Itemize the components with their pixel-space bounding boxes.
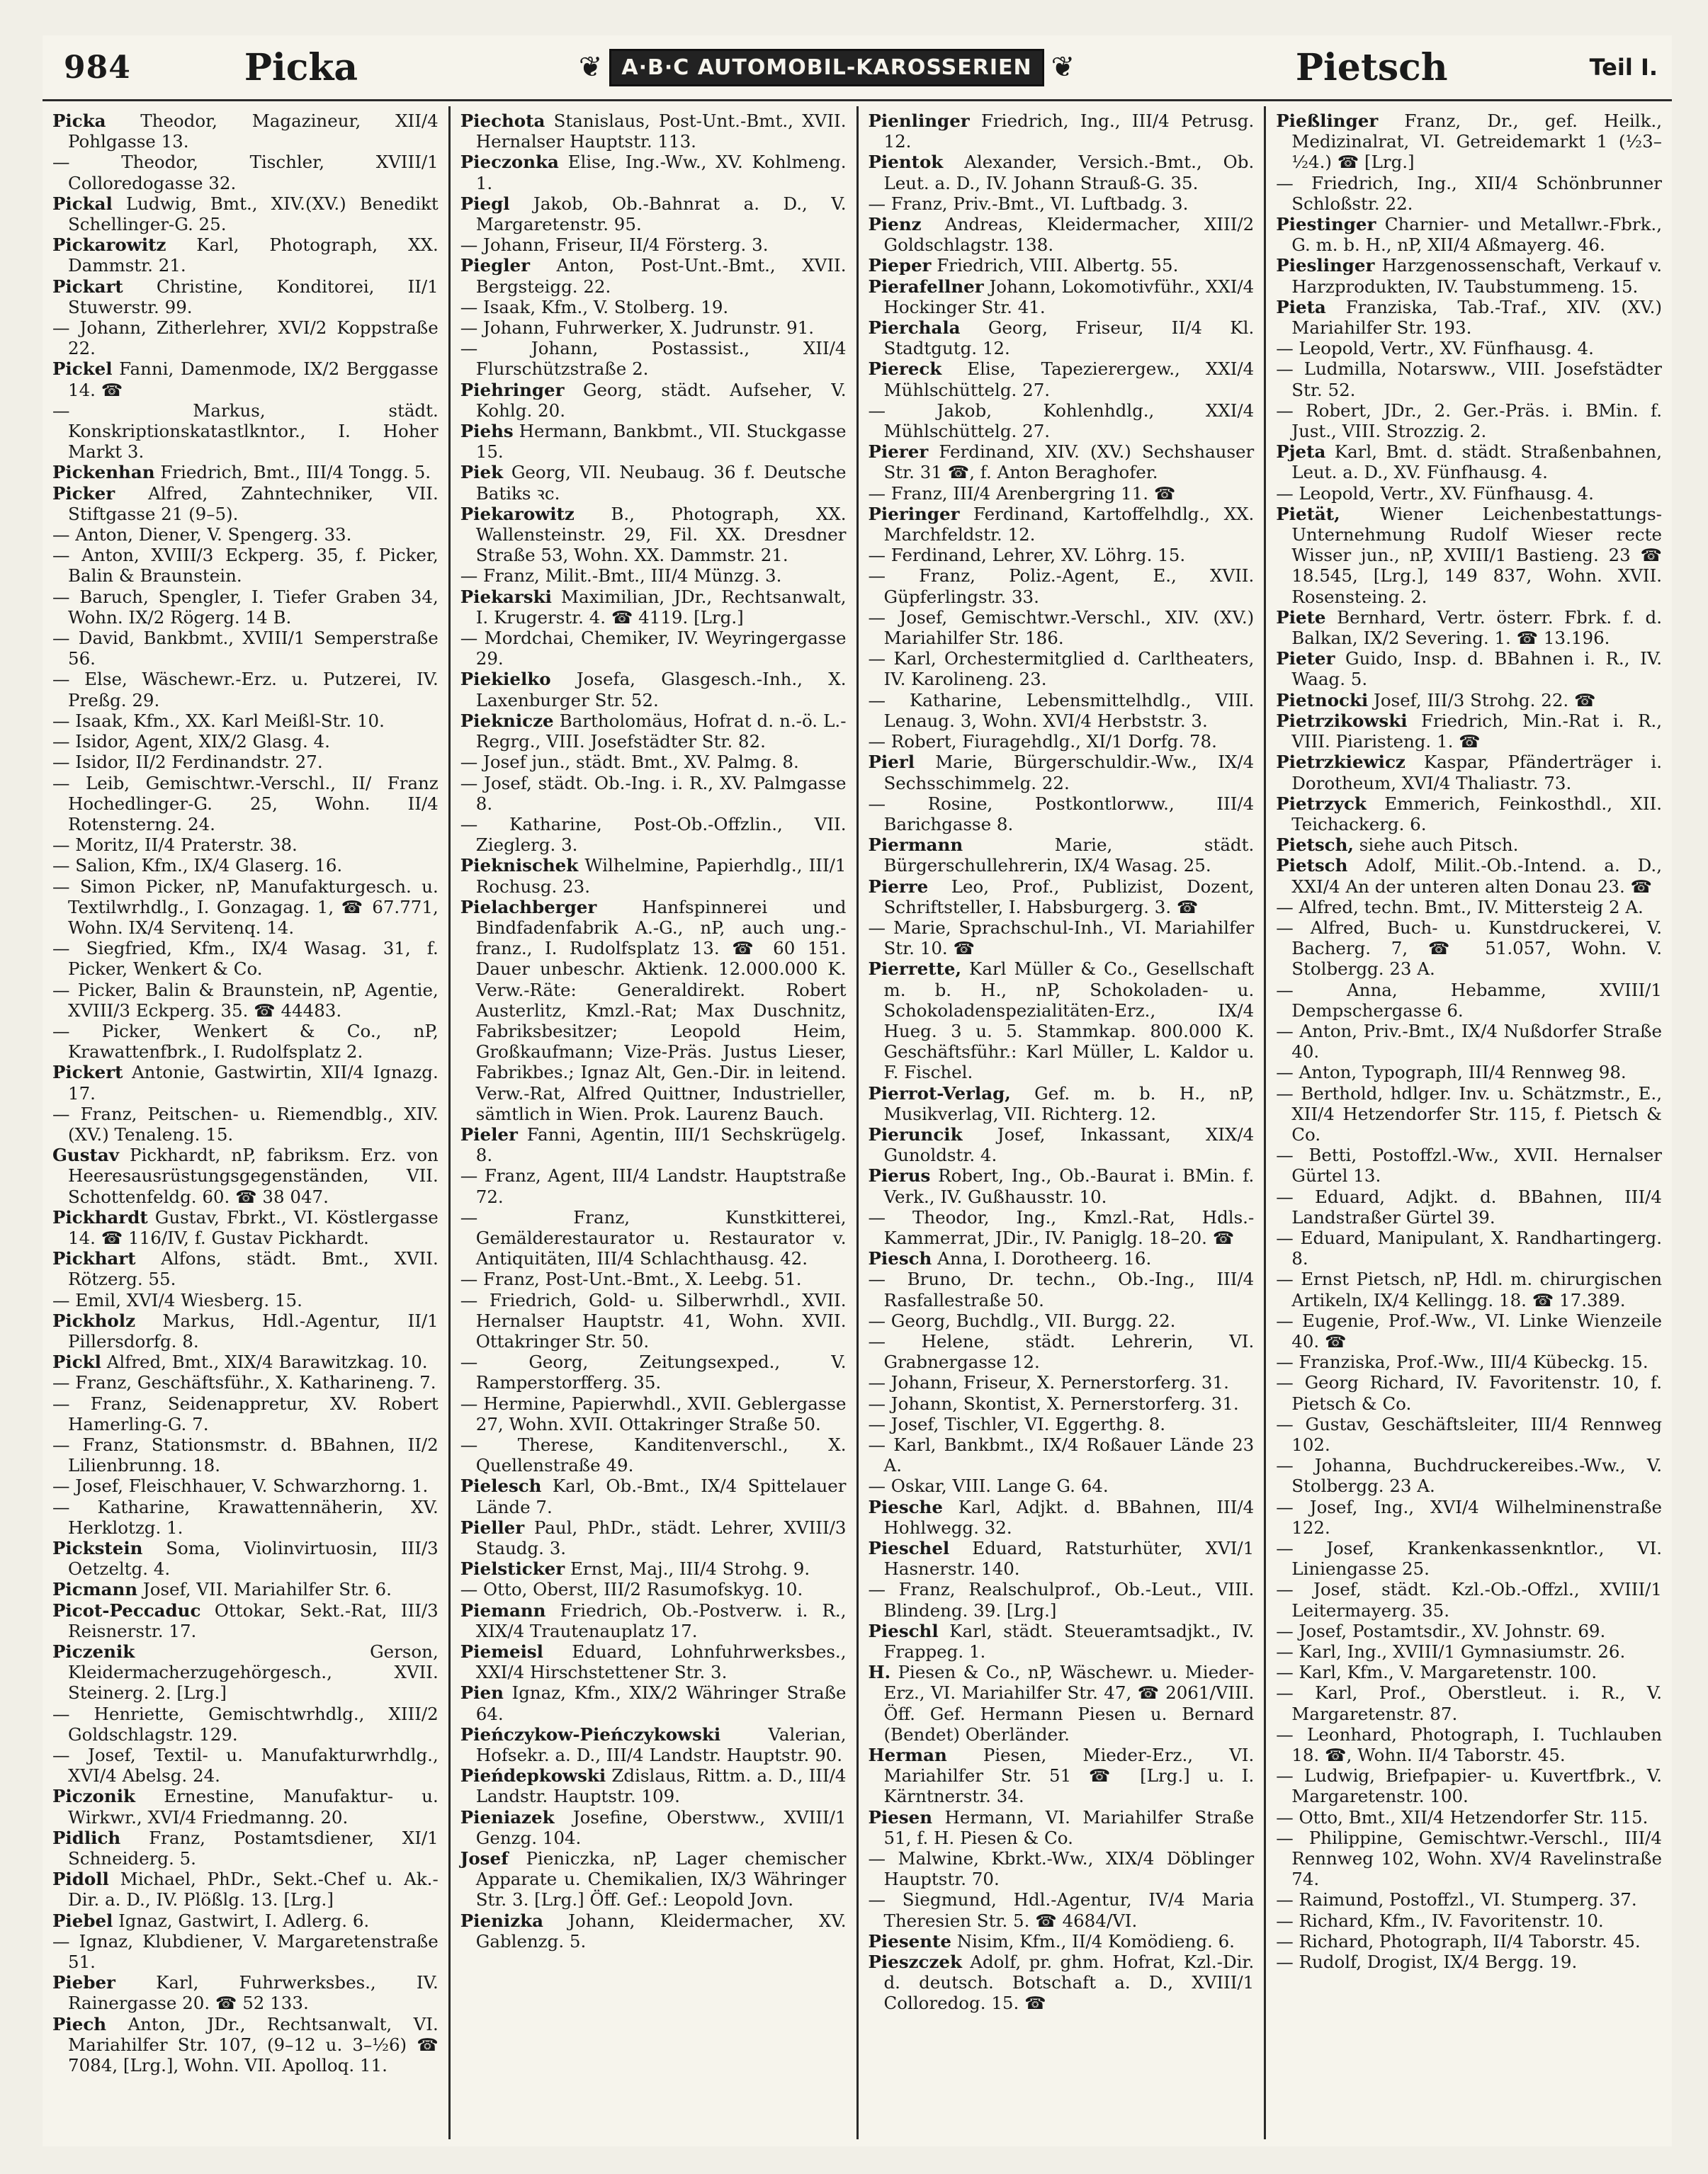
directory-entry: Pickstein Soma, Violinvirtuosin, III/3 Oetzeltg. 4. bbox=[52, 1538, 439, 1580]
directory-entry: Picot-Peccaduc Ottokar, Sekt.-Rat, III/3 Reisnerstr. 17. bbox=[52, 1600, 439, 1641]
directory-entry: — Alfred, techn. Bmt., IV. Mittersteig 2 A. bbox=[1276, 896, 1644, 917]
directory-entry: Pierrette, Karl Müller & Co., Gesellschaft m. b. H., nP, Schokoladen- u. Schokoladenspezialitäten-Erz., IX/4 Hueg. 3 u. 5. Stammkap. 800.000 K. Geschäftsführ.: Karl Müller, L. Kaldor u. F. Fischel. bbox=[868, 958, 1255, 1083]
directory-entry: — Bruno, Dr. techn., Ob.-Ing., III/4 Rasfallestraße 50. bbox=[868, 1269, 1255, 1310]
directory-entry: — Simon Picker, nP, Manufakturgesch. u. Textilwrhdlg., I. Gonzagag. 1, ☎ 67.771, Wohn. IX/4 Servitenq. 14. bbox=[52, 876, 439, 938]
directory-entry: Piczenik Gerson, Kleidermacherzugehörgesch., XVII. Steinerg. 2. [Lrg.] bbox=[52, 1641, 439, 1704]
column-3 bbox=[859, 106, 1267, 2139]
directory-entry: Piereck Elise, Tapezierergew., XXI/4 Mühlschüttelg. 27. bbox=[868, 358, 1255, 400]
directory-entry: Pieruncik Josef, Inkassant, XIX/4 Gunoldstr. 4. bbox=[868, 1123, 1255, 1166]
directory-entry: — Franz, Seidenappretur, XV. Robert Hamerling-G. 7. bbox=[52, 1393, 439, 1434]
directory-entry: Pieschel Eduard, Ratsturhüter, XVI/1 Hasnerstr. 140. bbox=[868, 1538, 1255, 1580]
directory-entry: Pierer Ferdinand, XIV. (XV.) Sechshauser Str. 31 ☎, f. Anton Beraghofer. bbox=[868, 441, 1255, 483]
directory-entry: — Josef, städt. Kzl.-Ob.-Offzl., XVIII/1 Leitermayerg. 35. bbox=[1276, 1579, 1662, 1621]
directory-entry: — Gustav, Geschäftsleiter, III/4 Rennweg 102. bbox=[1276, 1413, 1662, 1455]
directory-entry: — Johann, Skontist, X. Pernerstorferg. 31. bbox=[868, 1393, 1239, 1414]
directory-entry: — Mordchai, Chemiker, IV. Weyringergasse 29. bbox=[460, 628, 847, 669]
directory-entry: — Picker, Wenkert & Co., nP, Krawattenfbrk., I. Rudolfsplatz 2. bbox=[52, 1020, 439, 1063]
directory-entry: Pieler Fanni, Agentin, III/1 Sechskrügelg. 8. bbox=[460, 1123, 847, 1166]
directory-entry: Pietrzikowski Friedrich, Min.-Rat i. R., VIII. Piaristeng. 1. ☎ bbox=[1276, 710, 1662, 752]
directory-entry: Pidoll Michael, PhDr., Sekt.-Chef u. Ak.-Dir. a. D., IV. Plößlg. 13. [Lrg.] bbox=[52, 1869, 439, 1910]
directory-entry: — Ferdinand, Lehrer, XV. Löhrg. 15. bbox=[868, 545, 1186, 566]
directory-entry: Pickart Christine, Konditorei, II/1 Stuwerstr. 99. bbox=[52, 276, 439, 317]
directory-entry: — Karl, Prof., Oberstleut. i. R., V. Margaretenstr. 87. bbox=[1276, 1682, 1662, 1724]
directory-entry: — Franz, Stationsmstr. d. BBahnen, II/2 Lilienbrunng. 18. bbox=[52, 1434, 439, 1476]
directory-entry: Piesen Hermann, VI. Mariahilfer Straße 51, f. H. Piesen & Co. bbox=[868, 1806, 1255, 1848]
directory-entry: Pierafellner Johann, Lokomotivführ., XXI/4 Hockinger Str. 41. bbox=[868, 276, 1255, 317]
directory-entry: Pickholz Markus, Hdl.-Agentur, II/1 Pillersdorfg. 8. bbox=[52, 1310, 439, 1352]
directory-entry: — Robert, JDr., 2. Ger.-Präs. i. BMin. f. Just., VIII. Strozzig. 2. bbox=[1276, 400, 1662, 442]
directory-entry: Pierus Robert, Ing., Ob.-Baurat i. BMin. f. Verk., IV. Gußhausstr. 10. bbox=[868, 1165, 1255, 1207]
winged-emblem-icon: ❦ bbox=[578, 51, 603, 84]
directory-entry: Pieńdepkowski Zdislaus, Rittm. a. D., III/4 Landstr. Hauptstr. 109. bbox=[460, 1765, 847, 1807]
directory-entry: — Eugenie, Prof.-Ww., VI. Linke Wienzeile 40. ☎ bbox=[1276, 1310, 1662, 1352]
directory-entry: Gustav Pickhardt, nP, fabriksm. Erz. von Heeresausrüstungsgegenständen, VII. Schottenfeldg. 60. ☎ 38 047. bbox=[52, 1145, 439, 1207]
directory-entry: — Theodor, Ing., Kmzl.-Rat, Hdls.-Kammerrat, JDir., IV. Paniglg. 18–20. ☎ bbox=[868, 1206, 1255, 1248]
directory-entry: — Jakob, Kohlenhdlg., XXI/4 Mühlschüttelg. 27. bbox=[868, 400, 1255, 442]
directory-entry: — Ernst Pietsch, nP, Hdl. m. chirurgischen Artikeln, IX/4 Kellingg. 18. ☎ 17.389. bbox=[1276, 1269, 1662, 1310]
directory-entry: — Georg, Buchdlg., VII. Burgg. 22. bbox=[868, 1310, 1176, 1331]
directory-entry: — Ludmilla, Notarsww., VIII. Josefstädter Str. 52. bbox=[1276, 358, 1662, 400]
directory-entry: — Else, Wäschewr.-Erz. u. Putzerei, IV. Preßg. 29. bbox=[52, 669, 439, 710]
directory-entry: — Eduard, Adjkt. d. BBahnen, III/4 Landstraßer Gürtel 39. bbox=[1276, 1186, 1662, 1228]
directory-entry: — Theodor, Tischler, XVIII/1 Colloredogasse 32. bbox=[52, 152, 439, 193]
directory-entry: Pielsticker Ernst, Maj., III/4 Strohg. 9. bbox=[460, 1558, 810, 1580]
part-label: Teil I. bbox=[1589, 54, 1658, 81]
directory-entry: — David, Bankbmt., XVIII/1 Semperstraße 56. bbox=[52, 628, 439, 669]
directory-entry: Pien Ignaz, Kfm., XIX/2 Währinger Straße 64. bbox=[460, 1682, 847, 1724]
directory-entry: — Franz, Realschulprof., Ob.-Leut., VIII. Blindeng. 39. [Lrg.] bbox=[868, 1579, 1255, 1621]
directory-entry: Pickenhan Friedrich, Bmt., III/4 Tongg. 5. bbox=[52, 462, 431, 483]
directory-entry: — Rudolf, Drogist, IX/4 Bergg. 19. bbox=[1276, 1952, 1578, 1973]
directory-entry: — Robert, Fiuragehdlg., XI/1 Dorfg. 78. bbox=[868, 731, 1217, 752]
page-number: 984 bbox=[64, 49, 131, 86]
directory-entry: Piek Georg, VII. Neubaug. 36 f. Deutsche Batiks ꝛc. bbox=[460, 462, 847, 504]
directory-entry: Pickert Antonie, Gastwirtin, XII/4 Ignazg. 17. bbox=[52, 1062, 439, 1104]
directory-entry: Piesche Karl, Adjkt. d. BBahnen, III/4 Hohlwegg. 32. bbox=[868, 1496, 1255, 1538]
directory-entry: — Anton, Diener, V. Spengerg. 33. bbox=[52, 524, 352, 545]
directory-entry: Piekarski Maximilian, JDr., Rechtsanwalt, I. Krugerstr. 4. ☎ 4119. [Lrg.] bbox=[460, 586, 847, 628]
directory-entry: — Baruch, Spengler, I. Tiefer Graben 34, Wohn. IX/2 Rögerg. 14 B. bbox=[52, 586, 439, 628]
directory-entry: — Rosine, Postkontlorww., III/4 Barichgasse 8. bbox=[868, 793, 1255, 834]
directory-entry: — Johanna, Buchdruckereibes.-Ww., V. Stolbergg. 23 A. bbox=[1276, 1455, 1662, 1497]
directory-entry: — Josef, Ing., XVI/4 Wilhelminenstraße 122. bbox=[1276, 1496, 1662, 1538]
winged-emblem-icon: ❦ bbox=[1051, 51, 1075, 84]
directory-entry: Pickl Alfred, Bmt., XIX/4 Barawitzkag. 10. bbox=[52, 1352, 428, 1373]
directory-entry: Piechota Stanislaus, Post-Unt.-Bmt., XVII. Hernalser Hauptstr. 113. bbox=[460, 111, 847, 152]
directory-entry: Piebel Ignaz, Gastwirt, I. Adlerg. 6. bbox=[52, 1910, 370, 1931]
directory-entry: — Franz, Agent, III/4 Landstr. Hauptstraße 72. bbox=[460, 1165, 847, 1207]
directory-entry: — Isidor, Agent, XIX/2 Glasg. 4. bbox=[52, 731, 330, 752]
directory-entry: — Franz, III/4 Arenbergring 11. ☎ bbox=[868, 482, 1176, 504]
directory-entry: — Katharine, Post-Ob.-Offzlin., VII. Zieglerg. 3. bbox=[460, 813, 847, 856]
directory-entry: Piete Bernhard, Vertr. österr. Fbrk. f. d. Balkan, IX/2 Severing. 1. ☎ 13.196. bbox=[1276, 606, 1662, 649]
directory-entry: — Franziska, Prof.-Ww., III/4 Kübeckg. 15. bbox=[1276, 1352, 1648, 1373]
directory-entry: Pietrzkiewicz Kaspar, Pfänderträger i. Dorotheum, XVI/4 Thaliastr. 73. bbox=[1276, 752, 1662, 793]
directory-entry: Piegl Jakob, Ob.-Bahnrat a. D., V. Margaretenstr. 95. bbox=[460, 193, 847, 235]
directory-entry: — Josef, Postamtsdir., XV. Johnstr. 69. bbox=[1276, 1620, 1606, 1641]
directory-entry: — Georg Richard, IV. Favoritenstr. 10, f. Pietsch & Co. bbox=[1276, 1372, 1662, 1414]
directory-entry: Pietrzyck Emmerich, Feinkosthdl., XII. Teichackerg. 6. bbox=[1276, 793, 1662, 834]
directory-entry: — Friedrich, Gold- u. Silberwrhdl., XVII. Hernalser Hauptstr. 41, Wohn. XVII. Ottakringer Str. 50. bbox=[460, 1289, 847, 1352]
directory-entry: Pienz Andreas, Kleidermacher, XIII/2 Goldschlagstr. 138. bbox=[868, 214, 1255, 256]
directory-entry: Piermann Marie, städt. Bürgerschullehrerin, IX/4 Wasag. 25. bbox=[868, 834, 1255, 876]
banner-text: A·B·C AUTOMOBIL-KAROSSERIEN bbox=[609, 49, 1044, 86]
directory-entry: — Leib, Gemischtwr.-Verschl., II/ Franz Hochedlinger-G. 25, Wohn. II/4 Rotensterng. 24. bbox=[52, 772, 439, 834]
directory-entry: — Franz, Poliz.-Agent, E., XVII. Güpferlingstr. 33. bbox=[868, 565, 1255, 607]
directory-entry: Piemann Friedrich, Ob.-Postverw. i. R., XIX/4 Trautenauplatz 17. bbox=[460, 1600, 847, 1641]
directory-entry: Pietsch Adolf, Milit.-Ob.-Intend. a. D., XXI/4 An der unteren alten Donau 23. ☎ bbox=[1276, 855, 1662, 897]
directory-entry: — Johann, Friseur, X. Pernerstorferg. 31. bbox=[868, 1372, 1229, 1393]
directory-entry: Pielesch Karl, Ob.-Bmt., IX/4 Spittelauer Lände 7. bbox=[460, 1476, 847, 1517]
column-4 bbox=[1266, 106, 1672, 2139]
directory-entry: — Raimund, Postoffzl., VI. Stumperg. 37. bbox=[1276, 1889, 1637, 1910]
directory-entry: — Franz, Milit.-Bmt., III/4 Münzg. 3. bbox=[460, 565, 782, 587]
column-2 bbox=[451, 106, 859, 2139]
directory-entry: Piestinger Charnier- und Metallwr.-Fbrk., G. m. b. H., nP, XII/4 Aßmayerg. 46. bbox=[1276, 214, 1662, 256]
directory-entry: — Josef, Textil- u. Manufakturwrhdlg., XVI/4 Abelsg. 24. bbox=[52, 1745, 439, 1787]
header-right bbox=[1296, 46, 1658, 89]
directory-entry: — Isaak, Kfm., V. Stolberg. 19. bbox=[460, 296, 729, 317]
directory-entry: Pieter Guido, Insp. d. BBahnen i. R., IV. Waag. 5. bbox=[1276, 648, 1662, 690]
advert-banner bbox=[579, 49, 1075, 86]
directory-entry: Piekarowitz B., Photograph, XX. Wallensteinstr. 29, Fil. XX. Dresdner Straße 53, Wohn. XX. Dammstr. 21. bbox=[460, 503, 847, 566]
directory-entry: Pieller Paul, PhDr., städt. Lehrer, XVIII/3 Staudg. 3. bbox=[460, 1517, 847, 1559]
directory-entry: — Josef, Fleischhauer, V. Schwarzhorng. 1. bbox=[52, 1476, 429, 1497]
directory-entry: — Josef, Gemischtwr.-Verschl., XIV. (XV.) Mariahilfer Str. 186. bbox=[868, 606, 1255, 649]
directory-entry: — Josef, Tischler, VI. Eggerthg. 8. bbox=[868, 1413, 1166, 1434]
directory-entry: — Richard, Kfm., IV. Favoritenstr. 10. bbox=[1276, 1910, 1604, 1931]
directory-entry: — Marie, Sprachschul-Inh., VI. Mariahilfer Str. 10. ☎ bbox=[868, 917, 1255, 959]
directory-entry: — Ignaz, Klubdiener, V. Margaretenstraße 51. bbox=[52, 1930, 439, 1973]
directory-entry: — Eduard, Manipulant, X. Randhartingerg. 8. bbox=[1276, 1227, 1662, 1269]
directory-entry: — Friedrich, Ing., XII/4 Schönbrunner Schloßstr. 22. bbox=[1276, 172, 1662, 214]
directory-entry: — Johann, Fuhrwerker, X. Judrunstr. 91. bbox=[460, 317, 815, 339]
directory-entry: Herman Piesen, Mieder-Erz., VI. Mariahilfer Str. 51 ☎ [Lrg.] u. I. Kärntnerstr. 34. bbox=[868, 1745, 1255, 1807]
directory-entry: Josef Pieniczka, nP, Lager chemischer Apparate u. Chemikalien, IX/3 Währinger Str. 3. [Lrg.] Öff. Gef.: Leopold Jovn. bbox=[460, 1848, 847, 1910]
directory-entry: — Anna, Hebamme, XVIII/1 Dempschergasse 6. bbox=[1276, 979, 1662, 1021]
directory-entry: Pietnocki Josef, III/3 Strohg. 22. ☎ bbox=[1276, 689, 1596, 710]
directory-entry: — Otto, Bmt., XII/4 Hetzendorfer Str. 115. bbox=[1276, 1806, 1648, 1828]
directory-entry: — Anton, Priv.-Bmt., IX/4 Nußdorfer Straße 40. bbox=[1276, 1020, 1662, 1063]
directory-entry: Pieńczykow-Pieńczykowski Valerian, Hofsekr. a. D., III/4 Landstr. Hauptstr. 90. bbox=[460, 1723, 847, 1766]
directory-entry: — Siegfried, Kfm., IX/4 Wasag. 31, f. Picker, Wenkert & Co. bbox=[52, 938, 439, 980]
directory-entry: Pienlinger Friedrich, Ing., III/4 Petrusg. 12. bbox=[868, 111, 1255, 152]
page-header bbox=[43, 35, 1672, 101]
directory-entry: Piemeisl Eduard, Lohnfuhrwerksbes., XXI/4 Hirschstettener Str. 3. bbox=[460, 1641, 847, 1683]
directory-entry: Piekielko Josefa, Glasgesch.-Inh., X. Laxenburger Str. 52. bbox=[460, 669, 847, 710]
directory-entry: — Philippine, Gemischtwr.-Verschl., III/4 Rennweg 102, Wohn. XV/4 Ravelinstraße 74. bbox=[1276, 1827, 1662, 1890]
directory-entry: — Malwine, Kbrkt.-Ww., XIX/4 Döblinger Hauptstr. 70. bbox=[868, 1848, 1255, 1890]
directory-entry: — Johann, Friseur, II/4 Försterg. 3. bbox=[460, 234, 769, 256]
directory-entry: Picka Theodor, Magazineur, XII/4 Pohlgasse 13. bbox=[52, 111, 439, 152]
directory-entry: H. Piesen & Co., nP, Wäschewr. u. Mieder-Erz., VI. Mariahilfer Str. 47, ☎ 2061/VIII. Öff. Gef. Hermann Piesen u. Bernard (Bendet) Oberländer. bbox=[868, 1662, 1255, 1745]
directory-entry: — Picker, Balin & Braunstein, nP, Agentie, XVIII/3 Eckperg. 35. ☎ 44483. bbox=[52, 979, 439, 1021]
directory-entry: Pieszczek Adolf, pr. ghm. Hofrat, Kzl.-Dir. d. deutsch. Botschaft a. D., XVIII/1 Colloredog. 15. ☎ bbox=[868, 1952, 1255, 2014]
directory-entry: — Otto, Oberst, III/2 Rasumofskyg. 10. bbox=[460, 1579, 803, 1600]
directory-entry: — Betti, Postoffzl.-Ww., XVII. Hernalser Gürtel 13. bbox=[1276, 1145, 1662, 1187]
directory-entry: — Johann, Zitherlehrer, XVI/2 Koppstraße 22. bbox=[52, 317, 439, 359]
directory-entry: — Anton, XVIII/3 Eckperg. 35, f. Picker, Balin & Braunstein. bbox=[52, 545, 439, 587]
directory-entry: — Isidor, II/2 Ferdinandstr. 27. bbox=[52, 752, 323, 773]
directory-entry: — Hermine, Papierwhdl., XVII. Geblergasse 27, Wohn. XVII. Ottakringer Straße 50. bbox=[460, 1393, 847, 1434]
directory-entry: — Therese, Kanditenverschl., X. Quellenstraße 49. bbox=[460, 1434, 847, 1476]
directory-entry: Pielachberger Hanfspinnerei und Bindfadenfabrik A.-G., nP, auch ung.-franz., I. Rudolfsplatz 13. ☎ 60 151. Dauer unbeschr. Aktienk. 12.000.000 K. Verw.-Räte: Generaldirekt. Robert Austerlitz, Kmzl.-Rat; Max Duschnitz, Fabriksbesitzer; Leopold Heim, Großkaufmann; Vize-Präs. Justus Lieser, Fabrikbes.; Ignaz Alt, Gen.-Dir. in leitend. Verw.-Rat, Alfred Quittner, Industrieller, sämtlich in Wien. Prok. Laurenz Bauch. bbox=[460, 896, 847, 1124]
directory-entry: — Katharine, Lebensmittelhdlg., VIII. Lenaug. 3, Wohn. XVI/4 Herbststr. 3. bbox=[868, 689, 1255, 731]
directory-entry: — Helene, städt. Lehrerin, VI. Grabnergasse 12. bbox=[868, 1330, 1255, 1373]
directory-entry: — Franz, Kunstkitterei, Gemälderestaurator u. Restaurator v. Antiquitäten, III/4 Schlachthausg. 42. bbox=[460, 1206, 847, 1269]
directory-entry: Pieniazek Josefine, Oberstww., XVIII/1 Genzg. 104. bbox=[460, 1806, 847, 1848]
directory-entry: — Alfred, Buch- u. Kunstdruckerei, V. Bacherg. 7, ☎ 51.057, Wohn. V. Stolbergg. 23 A. bbox=[1276, 917, 1662, 980]
directory-entry: Pieschl Karl, städt. Steueramtsadjkt., IV. Frappeg. 1. bbox=[868, 1620, 1255, 1663]
directory-entry: — Karl, Bankbmt., IX/4 Roßauer Lände 23 A. bbox=[868, 1434, 1255, 1476]
directory-entry: — Isaak, Kfm., XX. Karl Meißl-Str. 10. bbox=[52, 710, 385, 731]
directory-entry: — Ludwig, Briefpapier- u. Kuvertfbrk., V. Margaretenstr. 100. bbox=[1276, 1765, 1662, 1807]
directory-entry: — Josef jun., städt. Bmt., XV. Palmg. 8. bbox=[460, 752, 799, 773]
directory-entry: Pientok Alexander, Versich.-Bmt., Ob. Leut. a. D., IV. Johann Strauß-G. 35. bbox=[868, 152, 1255, 193]
directory-entry: Pieslinger Harzgenossenschaft, Verkauf v. Harzprodukten, IV. Taubstummeng. 15. bbox=[1276, 255, 1662, 297]
directory-entry: Pieknicze Bartholomäus, Hofrat d. n.-ö. L.-Regrg., VIII. Josefstädter Str. 82. bbox=[460, 710, 847, 752]
directory-page bbox=[43, 35, 1672, 2146]
directory-entry: — Leonhard, Photograph, I. Tuchlauben 18. ☎, Wohn. II/4 Taborstr. 45. bbox=[1276, 1723, 1662, 1766]
directory-entry: — Katharine, Krawattennäherin, XV. Herklotzg. 1. bbox=[52, 1496, 439, 1538]
running-head-left: Picka bbox=[244, 45, 358, 89]
directory-entry: Piegler Anton, Post-Unt.-Bmt., XVII. Bergsteigg. 22. bbox=[460, 255, 847, 297]
directory-entry: Pickarowitz Karl, Photograph, XX. Dammstr. 21. bbox=[52, 234, 439, 276]
directory-entry: — Siegmund, Hdl.-Agentur, IV/4 Maria Theresien Str. 5. ☎ 4684/VI. bbox=[868, 1889, 1255, 1931]
directory-entry: Piczonik Ernestine, Manufaktur- u. Wirkwr., XVI/4 Friedmanng. 20. bbox=[52, 1786, 439, 1828]
directory-entry: Piehs Hermann, Bankbmt., VII. Stuckgasse 15. bbox=[460, 421, 847, 463]
directory-entry: Pienizka Johann, Kleidermacher, XV. Gablenzg. 5. bbox=[460, 1910, 847, 1952]
directory-entry: Pierchala Georg, Friseur, II/4 Kl. Stadtgutg. 12. bbox=[868, 317, 1255, 359]
directory-entry: Pieber Karl, Fuhrwerksbes., IV. Rainergasse 20. ☎ 52 133. bbox=[52, 1972, 439, 2014]
directory-entry: Pickel Fanni, Damenmode, IX/2 Berggasse 14. ☎ bbox=[52, 358, 439, 400]
directory-entry: — Markus, städt. Konskriptionskatastlkntor., I. Hoher Markt 3. bbox=[52, 400, 439, 463]
directory-entry: — Franz, Priv.-Bmt., VI. Luftbadg. 3. bbox=[868, 193, 1189, 214]
directory-entry: Pierrot-Verlag, Gef. m. b. H., nP, Musikverlag, VII. Richterg. 12. bbox=[868, 1082, 1255, 1124]
directory-entry: Pidlich Franz, Postamtsdiener, XI/1 Schneiderg. 5. bbox=[52, 1827, 439, 1869]
directory-entry: — Georg, Zeitungsexped., V. Ramperstorfferg. 35. bbox=[460, 1352, 847, 1393]
directory-entry: Pießlinger Franz, Dr., gef. Heilk., Medizinalrat, VI. Getreidemarkt 1 (½3–½4.) ☎ [Lrg.] bbox=[1276, 111, 1662, 173]
directory-entry: — Johann, Postassist., XII/4 Flurschützstraße 2. bbox=[460, 338, 847, 380]
directory-entry: Picker Alfred, Zahntechniker, VII. Stiftgasse 21 (9–5). bbox=[52, 482, 439, 524]
directory-entry: Pickhardt Gustav, Fbrkt., VI. Köstlergasse 14. ☎ 116/IV, f. Gustav Pickhardt. bbox=[52, 1206, 439, 1248]
directory-entry: Picmann Josef, VII. Mariahilfer Str. 6. bbox=[52, 1579, 392, 1600]
directory-entry: — Franz, Geschäftsführ., X. Katharineng. 7. bbox=[52, 1372, 436, 1393]
directory-entry: Piech Anton, JDr., Rechtsanwalt, VI. Mariahilfer Str. 107, (9–12 u. 3–½6) ☎ 7084, [Lrg.], Wohn. VII. Apolloq. 11. bbox=[52, 2013, 439, 2076]
directory-entry: — Karl, Orchestermitglied d. Carltheaters, IV. Karolineng. 23. bbox=[868, 648, 1255, 690]
directory-entry: — Anton, Typograph, III/4 Rennweg 98. bbox=[1276, 1062, 1627, 1083]
directory-entry: Pierl Marie, Bürgerschuldir.-Ww., IX/4 Sechsschimmelg. 22. bbox=[868, 752, 1255, 793]
directory-entry: — Josef, städt. Ob.-Ing. i. R., XV. Palmgasse 8. bbox=[460, 772, 847, 814]
directory-entry: — Henriette, Gemischtwrhdlg., XIII/2 Goldschlagstr. 129. bbox=[52, 1703, 439, 1745]
directory-entry: — Franz, Peitschen- u. Riemendblg., XIV. (XV.) Tenaleng. 15. bbox=[52, 1103, 439, 1145]
directory-entry: Pjeta Karl, Bmt. d. städt. Straßenbahnen, Leut. a. D., XV. Fünfhausg. 4. bbox=[1276, 441, 1662, 483]
directory-entry: Pietät, Wiener Leichenbestattungs-Unternehmung Rudolf Wieser recte Wisser jun., nP, XVIII/1 Bastieng. 23 ☎ 18.545, [Lrg.], 149 837, Wohn. XVII. Rosensteing. 2. bbox=[1276, 503, 1662, 607]
directory-entry: — Salion, Kfm., IX/4 Glaserg. 16. bbox=[52, 855, 343, 876]
directory-entry: — Emil, XVI/4 Wiesberg. 15. bbox=[52, 1289, 302, 1310]
directory-entry: Pieringer Ferdinand, Kartoffelhdlg., XX. Marchfeldstr. 12. bbox=[868, 503, 1255, 545]
directory-entry: Pickhart Alfons, städt. Bmt., XVII. Rötzerg. 55. bbox=[52, 1248, 439, 1290]
directory-entry: — Josef, Krankenkassenkntlor., VI. Liniengasse 25. bbox=[1276, 1538, 1662, 1580]
directory-entry: Piehringer Georg, städt. Aufseher, V. Kohlg. 20. bbox=[460, 379, 847, 421]
directory-entry: — Karl, Kfm., V. Margaretenstr. 100. bbox=[1276, 1662, 1597, 1683]
directory-entry: — Leopold, Vertr., XV. Fünfhausg. 4. bbox=[1276, 482, 1594, 504]
directory-entry: Pickal Ludwig, Bmt., XIV.(XV.) Benedikt Schellinger-G. 25. bbox=[52, 193, 439, 235]
directory-entry: Piesch Anna, I. Dorotheerg. 16. bbox=[868, 1248, 1152, 1269]
directory-entry: — Oskar, VIII. Lange G. 64. bbox=[868, 1476, 1109, 1497]
directory-entry: Piesente Nisim, Kfm., II/4 Komödieng. 6. bbox=[868, 1930, 1235, 1952]
directory-entry: Pietsch, siehe auch Pitsch. bbox=[1276, 834, 1519, 856]
directory-entry: Pieczonka Elise, Ing.-Ww., XV. Kohlmeng. 1. bbox=[460, 152, 847, 193]
directory-entry: Pierre Leo, Prof., Publizist, Dozent, Schriftsteller, I. Habsburgerg. 3. ☎ bbox=[868, 876, 1255, 917]
running-head-right: Pietsch bbox=[1295, 45, 1448, 89]
directory-entry: — Franz, Post-Unt.-Bmt., X. Leebg. 51. bbox=[460, 1269, 802, 1290]
directory-entry: — Berthold, hdlger. Inv. u. Schätzmstr., E., XII/4 Hetzendorfer Str. 115, f. Pietsch & Co. bbox=[1276, 1082, 1662, 1145]
directory-entry: — Karl, Ing., XVIII/1 Gymnasiumstr. 26. bbox=[1276, 1641, 1626, 1663]
directory-entry: Pieper Friedrich, VIII. Albertg. 55. bbox=[868, 255, 1179, 276]
column-1 bbox=[43, 106, 451, 2139]
directory-entry: — Richard, Photograph, II/4 Taborstr. 45. bbox=[1276, 1930, 1641, 1952]
header-left bbox=[64, 46, 358, 89]
columns bbox=[43, 106, 1672, 2139]
directory-entry: Pieta Franziska, Tab.-Traf., XIV. (XV.) Mariahilfer Str. 193. bbox=[1276, 296, 1662, 339]
directory-entry: — Moritz, II/4 Praterstr. 38. bbox=[52, 834, 298, 856]
directory-entry: Pieknischek Wilhelmine, Papierhdlg., III/1 Rochusg. 23. bbox=[460, 855, 847, 897]
directory-entry: — Leopold, Vertr., XV. Fünfhausg. 4. bbox=[1276, 338, 1594, 359]
